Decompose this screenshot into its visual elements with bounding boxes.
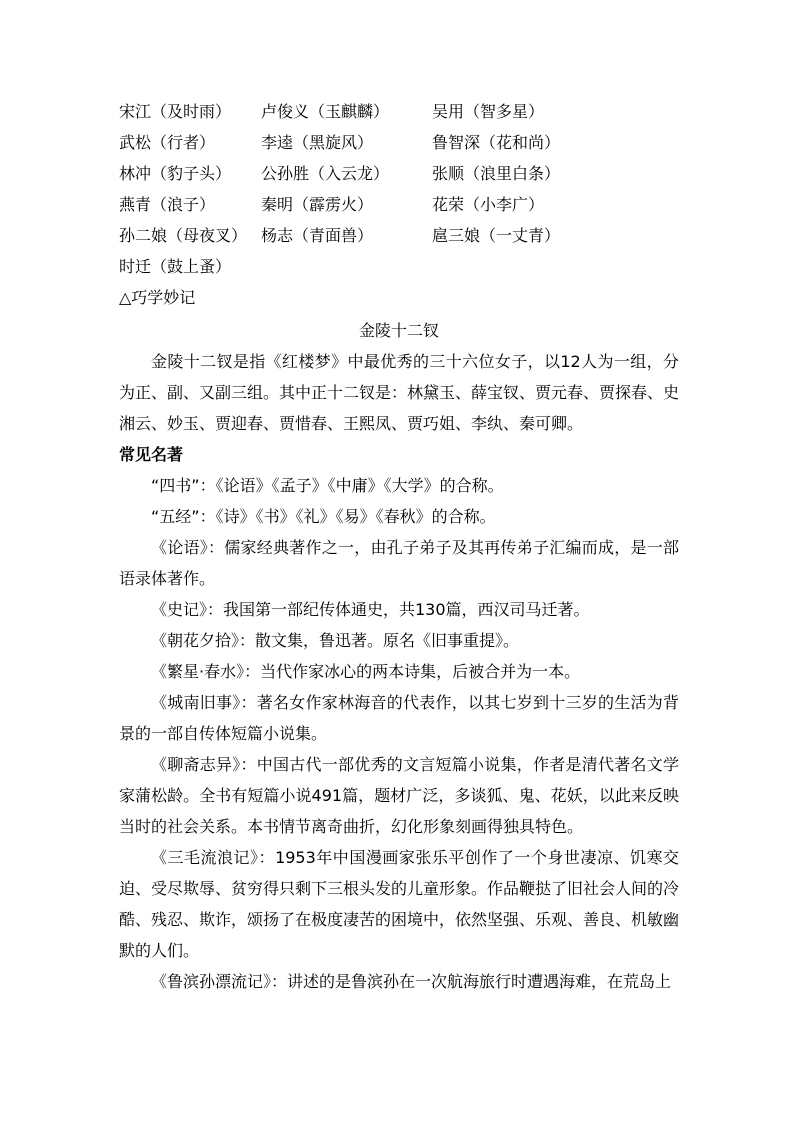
nickname-entry: 宋江（及时雨） [119,102,232,121]
jinling-title: 金陵十二钗 [358,321,439,340]
nickname-row [119,220,679,251]
water-margin-nickname-list [119,96,679,282]
classic-entry: 《聊斋志异》：中国古代一部优秀的文言短篇小说集，作者是清代著名文学家蒲松龄。全书有短篇小说491篇，题材广泛，多谈狐、鬼、花妖，以此来反映当时的社会关系。本书情节离奇曲折，幻化形象刻画得独具特色。 [119,755,679,836]
jinling-paragraph: 金陵十二钗是指《红楼梦》中最优秀的三十六位女子，以12人为一组，分为正、副、又副三组。其中正十二钗是：林黛玉、薛宝钗、贾元春、贾探春、史湘云、妙玉、贾迎春、贾惜春、王熙凤、贾巧姐、李纨、秦可卿。 [119,352,680,433]
classic-entry: “五经”：《诗》《书》《礼》《易》《春秋》的合称。 [151,507,496,526]
nickname-entry: 公孙胜（入云龙） [261,164,390,183]
nickname-row [119,158,679,189]
nickname-row [119,251,679,282]
nickname-entry: 扈三娘（一丈青） [432,226,561,245]
nickname-entry: 吴用（智多星） [432,102,545,121]
nickname-entry: 鲁智深（花和尚） [432,133,561,152]
classics-heading: 常见名著 [119,445,184,464]
nickname-entry: 林冲（豹子头） [119,164,232,183]
page-content [119,96,679,997]
classic-entry: 《鲁滨孙漂流记》：讲述的是鲁滨孙在一次航海旅行时遭遇海难，在荒岛上 [151,972,672,991]
nickname-entry: 孙二娘（母夜叉） [119,226,248,245]
nickname-entry: 杨志（青面兽） [261,226,374,245]
nickname-entry: 武松（行者） [119,133,216,152]
nickname-entry: 张顺（浪里白条） [432,164,561,183]
nickname-row [119,189,679,220]
nickname-entry: 时迁（鼓上蚤） [119,257,232,276]
classic-entry: “四书”：《论语》《孟子》《中庸》《大学》的合称。 [151,476,504,495]
tip-label: △巧学妙记 [119,288,196,307]
classic-entry: 《论语》：儒家经典著作之一，由孔子弟子及其再传弟子汇编而成，是一部语录体著作。 [119,538,679,588]
classic-entry: 《史记》：我国第一部纪传体通史，共130篇，西汉司马迁著。 [151,600,590,619]
nickname-entry: 卢俊义（玉麒麟） [261,102,390,121]
nickname-entry: 李逵（黑旋风） [261,133,374,152]
nickname-row [119,96,679,127]
classic-entry: 《繁星·春水》：当代作家冰心的两本诗集，后被合并为一本。 [151,662,581,681]
classic-entry: 《朝花夕拾》：散文集，鲁迅著。原名《旧事重提》。 [151,631,520,650]
classic-entry: 《城南旧事》：著名女作家林海音的代表作，以其七岁到十三岁的生活为背景的一部自传体短篇小说集。 [119,693,679,743]
nickname-entry: 燕青（浪子） [119,195,216,214]
nickname-row [119,127,679,158]
classic-entry: 《三毛流浪记》：1953年中国漫画家张乐平创作了一个身世凄凉、饥寒交迫、受尽欺辱、贫穷得只剩下三根头发的儿童形象。作品鞭挞了旧社会人间的冷酷、残忍、欺诈，颂扬了在极度凄苦的困境中，依然坚强、乐观、善良、机敏幽默的人们。 [119,848,680,960]
nickname-entry: 秦明（霹雳火） [261,195,374,214]
nickname-entry: 花荣（小李广） [432,195,545,214]
